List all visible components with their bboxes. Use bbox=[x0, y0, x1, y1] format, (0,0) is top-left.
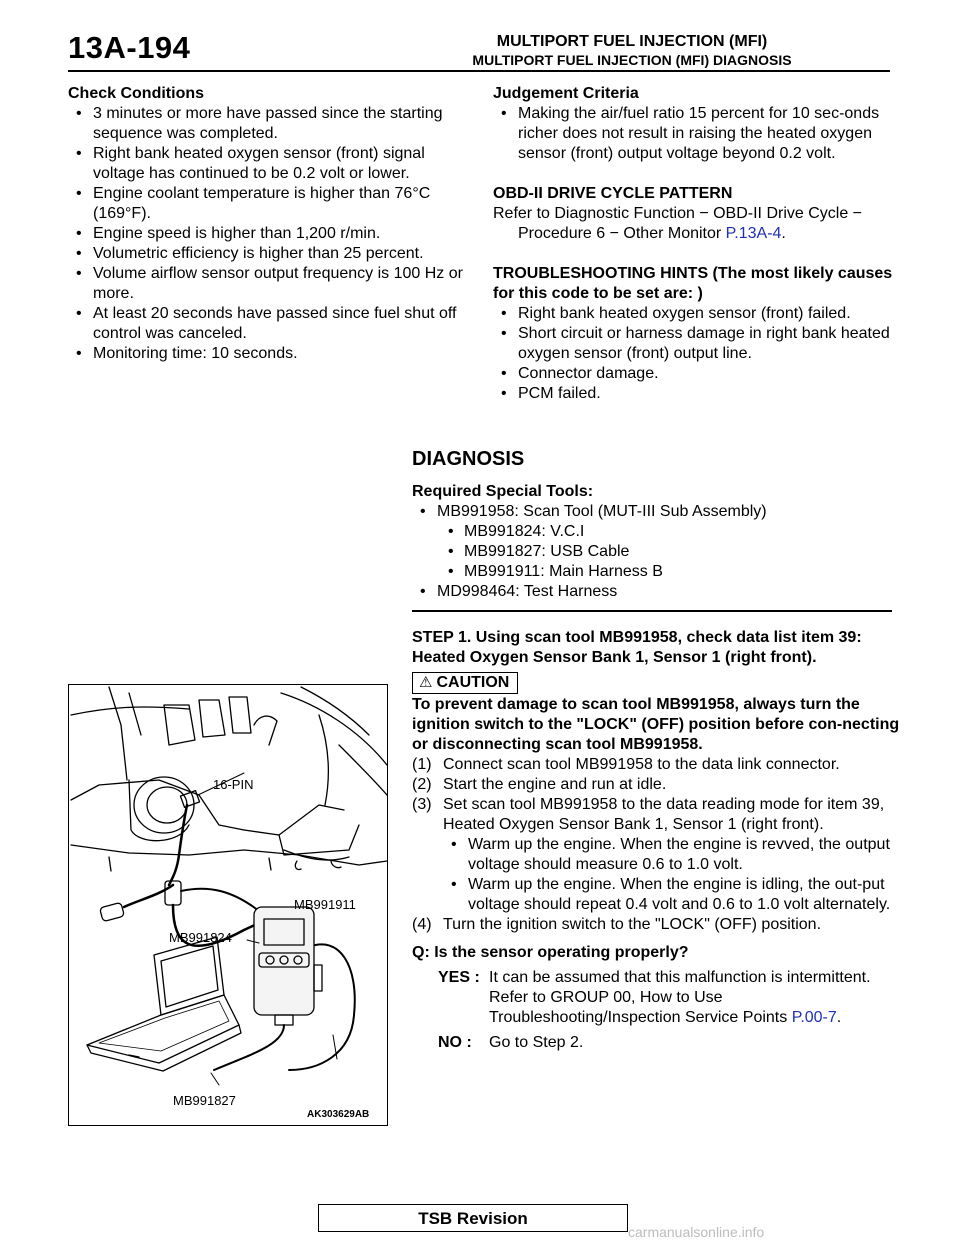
list-item: • Volumetric efficiency is higher than 25 percent. bbox=[68, 244, 468, 264]
scan-tool-figure bbox=[68, 684, 388, 1126]
caution-badge bbox=[412, 672, 518, 694]
tools-heading: Required Special Tools: bbox=[412, 483, 594, 500]
list-item: • Volume airflow sensor output frequency is 100 Hz or more. bbox=[68, 264, 468, 304]
page-number: 13A-194 bbox=[68, 30, 191, 65]
question: Q: Is the sensor operating properly? bbox=[412, 944, 689, 961]
figure-label-mb991827: MB991827 bbox=[173, 1093, 236, 1108]
figure-code: AK303629AB bbox=[307, 1109, 370, 1120]
scan-tool-illustration bbox=[69, 685, 387, 1125]
right-column bbox=[493, 84, 893, 404]
figure-label-pin: 16-PIN bbox=[213, 777, 254, 792]
step-1 bbox=[412, 628, 902, 1053]
procedure-step: (1) Connect scan tool MB991958 to the data link connector. bbox=[412, 756, 840, 773]
list-item: • MB991911: Main Harness B bbox=[412, 562, 902, 582]
procedure-step: (2) Start the engine and run at idle. bbox=[412, 776, 667, 793]
section-rule bbox=[412, 610, 892, 612]
yes-link[interactable]: P.00-7 bbox=[791, 1009, 837, 1026]
list-item: • Monitoring time: 10 seconds. bbox=[68, 344, 468, 364]
section-subtitle: MULTIPORT FUEL INJECTION (MFI) DIAGNOSIS bbox=[472, 52, 792, 68]
check-conditions bbox=[68, 84, 468, 364]
list-item: • Making the air/fuel ratio 15 percent for 10 sec-onds richer does not result in raising the heated oxygen sensor (front) output voltage beyond 0.2 volt. bbox=[493, 104, 893, 164]
list-item: • MD998464: Test Harness bbox=[412, 582, 902, 602]
list-item: • Engine coolant temperature is higher than 76°C (169°F). bbox=[68, 184, 468, 224]
list-item: • MB991827: USB Cable bbox=[412, 542, 902, 562]
list-item: • PCM failed. bbox=[493, 384, 893, 404]
list-item: • Right bank heated oxygen sensor (front) signal voltage has continued to be 0.2 volt or lower. bbox=[68, 144, 468, 184]
list-item: • Short circuit or harness damage in right bank heated oxygen sensor (front) output line. bbox=[493, 324, 893, 364]
figure-label-mb991911: MB991911 bbox=[294, 897, 356, 912]
obd-text: Refer to Diagnostic Function − OBD-II Drive Cycle − Procedure 6 − Other Monitor P.13A-4. bbox=[493, 205, 863, 242]
procedure-step: (4) Turn the ignition switch to the "LOCK" (OFF) position. bbox=[412, 916, 822, 933]
header-rule bbox=[68, 70, 890, 72]
judgement-heading: Judgement Criteria bbox=[493, 85, 639, 102]
tsb-revision: TSB Revision bbox=[318, 1204, 628, 1232]
answer-no: NO : Go to Step 2. bbox=[438, 1034, 584, 1051]
list-item: • Warm up the engine. When the engine is idling, the out-put voltage should repeat 0.4 volt and 0.6 to 1.0 volt alternately. bbox=[412, 875, 902, 915]
list-item: • At least 20 seconds have passed since fuel shut off control was canceled. bbox=[68, 304, 468, 344]
watermark: carmanualsonline.info bbox=[628, 1224, 765, 1240]
list-item: • MB991824: V.C.I bbox=[412, 522, 902, 542]
procedure-step: (3) Set scan tool MB991958 to the data reading mode for item 39, Heated Oxygen Sensor Bank 1, Sensor 1 (right front). bbox=[412, 796, 885, 833]
figure-label-mb991824: MB991824 bbox=[169, 930, 232, 945]
answer-yes: YES : It can be assumed that this malfunction is intermittent. Refer to GROUP 00, How to Use Troubleshooting/Inspection Service Points P.00-7. bbox=[438, 969, 871, 1026]
obd-heading: OBD-II DRIVE CYCLE PATTERN bbox=[493, 185, 733, 202]
list-item: • Connector damage. bbox=[493, 364, 893, 384]
list-item: • Engine speed is higher than 1,200 r/min. bbox=[68, 224, 468, 244]
list-item: • Right bank heated oxygen sensor (front) failed. bbox=[493, 304, 893, 324]
section-title: MULTIPORT FUEL INJECTION (MFI) bbox=[496, 33, 768, 50]
obd-link[interactable]: P.13A-4 bbox=[725, 225, 782, 242]
list-item: • Warm up the engine. When the engine is revved, the output voltage should measure 0.6 to 1.0 volt. bbox=[412, 835, 902, 875]
list-item: • MB991958: Scan Tool (MUT-III Sub Assembly) bbox=[412, 502, 902, 522]
caution-label: CAUTION bbox=[436, 674, 510, 691]
list-item: • 3 minutes or more have passed since the starting sequence was completed. bbox=[68, 104, 468, 144]
step-heading: STEP 1. Using scan tool MB991958, check data list item 39: Heated Oxygen Sensor Bank 1, Sensor 1 (right front). bbox=[412, 629, 862, 666]
special-tools bbox=[412, 482, 902, 602]
check-conditions-heading: Check Conditions bbox=[68, 85, 205, 102]
hints-heading: TROUBLESHOOTING HINTS (The most likely causes for this code to be set are: ) bbox=[493, 265, 893, 302]
warning-icon: ⚠ bbox=[419, 674, 433, 691]
diagnosis-title: DIAGNOSIS bbox=[412, 448, 525, 470]
caution-text: To prevent damage to scan tool MB991958, always turn the ignition switch to the "LOCK" (OFF) position before con-necting or disconnecting scan tool MB991958. bbox=[412, 696, 900, 753]
